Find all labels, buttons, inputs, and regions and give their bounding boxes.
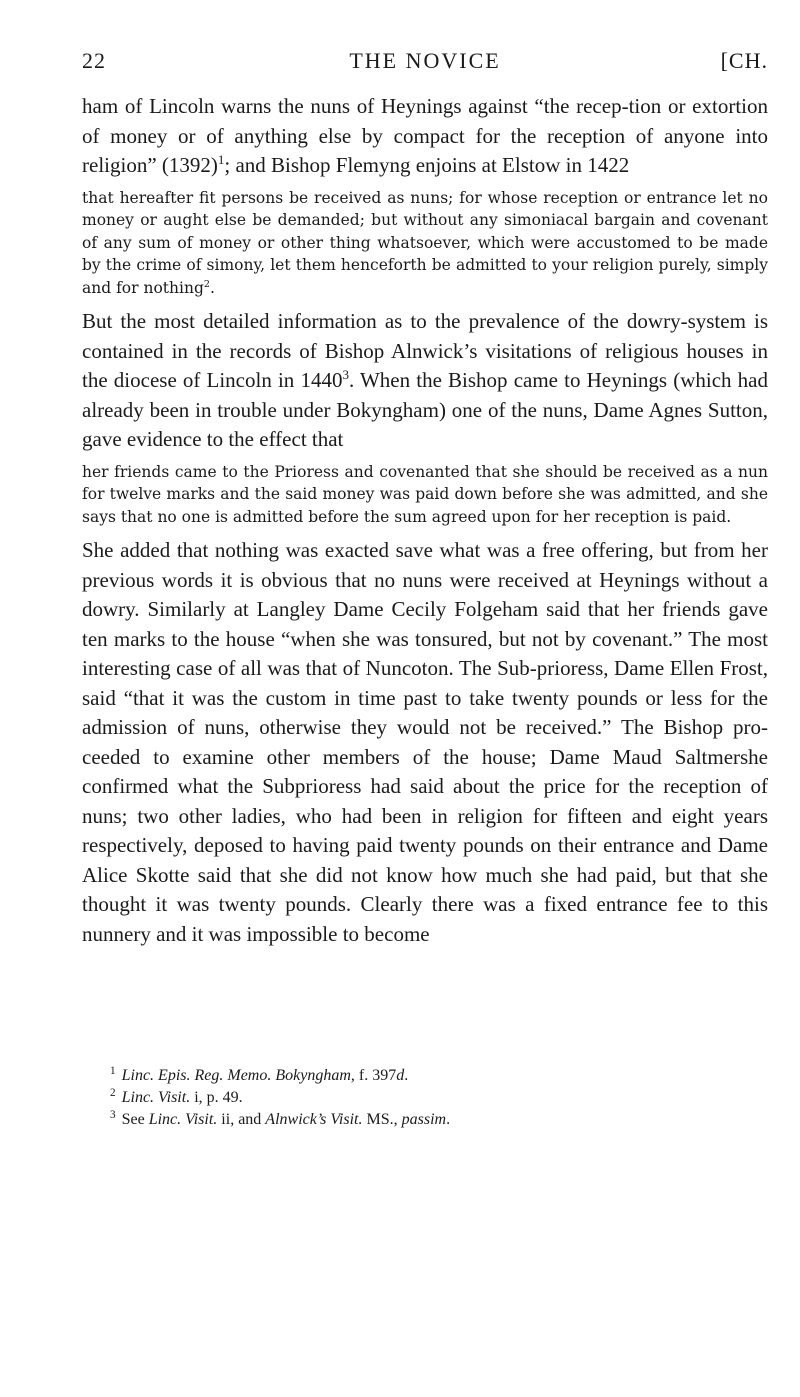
footnote-ref-2: 2 (203, 278, 210, 290)
body-text (82, 92, 768, 949)
footnote-1: $^1$ Linc. Epis. Reg. Memo. Bokyngham, f. 397d. (110, 1064, 409, 1084)
paragraph-2: But the most detailed information as to the prevalence of the dowry-system is contained in the records of Bishop Alnwick’s visitations of religious houses in the diocese of Lincoln in 1440$^3$. When the Bishop came to Heynings (which had already been in trouble under Bokyngham) one of the nuns, Dame Agnes Sutton, gave evidence to the effect that (82, 309, 768, 451)
block-quote-1: that hereafter fit persons be received as nuns; for whose reception or entrance let no money or aught else be demanded; but without any simoniacal bargain and covenant of any sum of money or other thing whatsoever, which were accustomed to be made by the crime of simony, let them henceforth be admitted to your religion purely, simply and for nothing$^2$. (82, 188, 768, 297)
running-title: THE NOVICE (349, 48, 501, 73)
paragraph-3: She added that nothing was exacted save what was a free offering, but from her previous words it is obvious that no nuns were received at Heynings without a dowry. Similarly at Langley Dame Cecily Folgeham said that her friends gave ten marks to the house “when she was tonsured, but not by covenant.” The most interesting case of all was that of Nuncoton. The Sub-prioress, Dame Ellen Frost, said “that it was the custom in time past to take twenty pounds or less for the admission of nuns, otherwise they would not be received.” The Bishop pro-ceeded to examine other members of the house; Dame Maud Saltmershe confirmed what the Subprioress had said about the price for the reception of nuns; two other ladies, who had been in religion for fifteen and eight years respectively, deposed to having paid twenty pounds on their entrance and Dame Alice Skotte said that she did not know how much she had paid, but that she thought it was twenty pounds. Clearly there was a fixed entrance fee to this nunnery and it was impossible to become (82, 538, 768, 946)
page-number: 22 (82, 48, 106, 73)
footnote-ref-1: 1 (217, 152, 225, 167)
paragraph-1: ham of Lincoln warns the nuns of Heynings against “the recep-tion or extortion of money or of anything else by compact for the reception of anyone into religion” $(1392)^1$; and Bishop Flemyng enjoins at Elstow in 1422 (82, 94, 768, 177)
footnotes (110, 1065, 770, 1131)
footnote-ref-3: 3 (342, 367, 349, 382)
footnote-2: $^2$ Linc. Visit. i, p. 49. (110, 1086, 243, 1106)
footnote-3: $^3$ See Linc. Visit. ii, and Alnwick’s Visit. MS., passim. (110, 1108, 451, 1128)
block-quote-2: her friends came to the Prioress and covenanted that she should be received as a nun for twelve marks and the said money was paid down before she was admitted, and she says that no one is admitted before the sum agreed upon for her reception is paid. (82, 462, 768, 526)
page-header (82, 48, 768, 78)
chapter-mark: [CH. (720, 48, 768, 73)
